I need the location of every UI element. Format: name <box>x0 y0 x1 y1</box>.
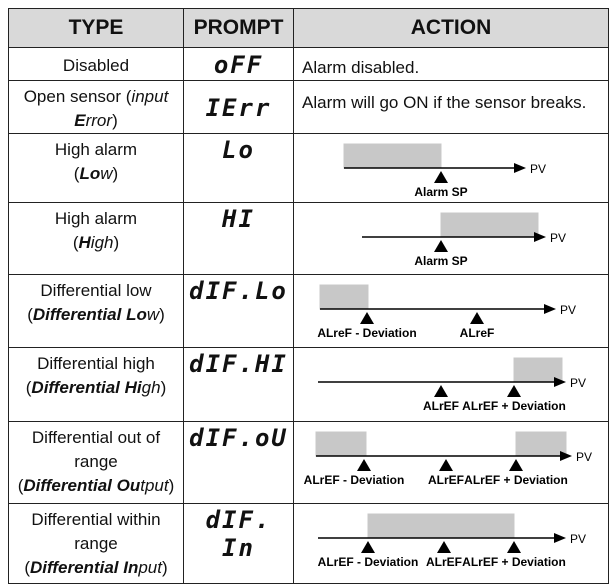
type-text-part: put <box>138 558 162 578</box>
deviation-band <box>368 514 514 538</box>
header-action: ACTION <box>294 9 609 48</box>
table-row <box>9 422 609 504</box>
type-text-part: i <box>90 232 95 252</box>
type-text-part: ) <box>113 232 120 252</box>
setpoint-marker <box>357 459 371 471</box>
type-text-part: ) <box>161 558 168 578</box>
prompt-code: HI <box>222 204 255 233</box>
pv-arrowhead <box>514 163 526 173</box>
table-row <box>9 134 609 202</box>
setpoint-label: ALreF - Deviation <box>317 326 417 341</box>
deviation-band <box>320 285 368 309</box>
header-row <box>9 9 609 48</box>
header-type: TYPE <box>9 9 184 48</box>
type-text-part: range <box>74 452 118 472</box>
type-text-part: Open sensor ( <box>23 87 132 107</box>
setpoint-marker <box>434 171 448 183</box>
prompt-cell <box>184 134 294 202</box>
type-cell <box>9 422 184 504</box>
type-cell <box>9 202 184 274</box>
setpoint-marker <box>439 459 453 471</box>
type-text-part: ) <box>159 305 165 325</box>
type-text-part: Differential high <box>37 353 155 373</box>
setpoint-label: ALreF <box>459 326 495 341</box>
setpoint-label: ALrEF - Deviation <box>303 473 405 488</box>
setpoint-marker <box>509 459 523 471</box>
pv-label: PV <box>570 532 587 547</box>
type-cell <box>9 275 184 347</box>
prompt-code: oFF <box>213 51 264 80</box>
prompt-code: dIF.Lo <box>189 277 288 306</box>
action-text: Alarm will go ON if the sensor breaks. <box>302 93 587 113</box>
type-text-part: Differential In <box>30 558 139 578</box>
type-text-part: gh <box>94 232 114 252</box>
prompt-code: dIF.oU <box>189 424 288 453</box>
type-text-part: Differential within <box>31 510 161 530</box>
type-text-part: input <box>131 87 169 107</box>
setpoint-label: ALrEF + Deviation <box>462 398 566 413</box>
type-cell <box>9 134 184 202</box>
setpoint-marker <box>434 240 448 252</box>
table-row <box>9 504 609 584</box>
type-text-part: gh <box>141 377 161 397</box>
action-diagram <box>294 348 607 420</box>
pv-arrowhead <box>534 232 546 242</box>
type-text-part: Differential Ou <box>23 476 141 496</box>
prompt-code: dIF.HI <box>189 349 288 378</box>
table-row <box>9 202 609 274</box>
type-text-part: ) <box>160 377 167 397</box>
type-text-part: ( <box>24 558 31 578</box>
setpoint-marker <box>360 312 374 324</box>
action-diagram <box>294 275 607 345</box>
type-text-part: ) <box>112 164 119 184</box>
type-text-part: rror <box>85 111 113 131</box>
pv-label: PV <box>570 375 587 390</box>
setpoint-marker <box>507 385 521 397</box>
type-text-part: Differential low <box>40 281 152 301</box>
type-text-part: w <box>146 305 160 325</box>
setpoint-label: ALrEF + Deviation <box>462 555 566 570</box>
type-text-part: ) <box>168 476 175 496</box>
table-row <box>9 275 609 347</box>
type-text-part: H <box>78 232 91 252</box>
action-cell <box>294 347 609 421</box>
type-text-part: ) <box>112 111 118 131</box>
setpoint-label: ALrEF <box>426 555 462 570</box>
type-text-part: Differential Lo <box>32 305 147 325</box>
action-cell <box>294 504 609 584</box>
action-diagram <box>294 203 607 273</box>
header-prompt: PROMPT <box>184 9 294 48</box>
type-cell <box>9 504 184 584</box>
setpoint-label: ALrEF <box>428 473 464 488</box>
type-text-part: ( <box>25 377 32 397</box>
action-cell <box>294 48 609 81</box>
deviation-band <box>516 432 566 456</box>
prompt-cell <box>184 48 294 81</box>
type-text-part: E <box>74 111 86 131</box>
prompt-cell <box>184 202 294 274</box>
pv-label: PV <box>530 162 547 177</box>
action-diagram <box>294 504 607 581</box>
setpoint-marker <box>434 385 448 397</box>
action-diagram <box>294 422 607 502</box>
action-cell <box>294 202 609 274</box>
type-cell <box>9 48 184 81</box>
setpoint-label: ALrEF - Deviation <box>317 555 419 570</box>
table-row <box>9 81 609 134</box>
setpoint-marker <box>470 312 484 324</box>
type-text-part: Lo <box>79 164 101 184</box>
deviation-band <box>441 213 538 237</box>
type-text-part: ( <box>27 305 33 325</box>
table-row <box>9 48 609 81</box>
pv-label: PV <box>576 450 593 465</box>
setpoint-label: Alarm SP <box>414 253 468 268</box>
action-diagram <box>294 134 607 200</box>
type-text-part: Differential out of <box>31 428 161 448</box>
type-text-part: w <box>100 164 113 184</box>
prompt-cell <box>184 504 294 584</box>
setpoint-label: ALrEF <box>423 398 459 413</box>
prompt-cell <box>184 275 294 347</box>
deviation-band <box>344 144 441 168</box>
type-text-part: ( <box>72 232 79 252</box>
setpoint-marker <box>361 541 375 553</box>
action-cell <box>294 134 609 202</box>
prompt-cell <box>184 347 294 421</box>
setpoint-label: ALrEF + Deviation <box>464 473 568 488</box>
prompt-code: Lo <box>222 136 255 165</box>
pv-label: PV <box>550 230 567 245</box>
type-text-part: High alarm <box>54 140 138 160</box>
pv-label: PV <box>560 303 577 318</box>
type-text-part: High alarm <box>54 208 138 228</box>
action-cell <box>294 81 609 134</box>
setpoint-marker <box>437 541 451 553</box>
type-text-part: ( <box>73 164 80 184</box>
type-text-part: Disabled <box>62 56 130 76</box>
prompt-code: IErr <box>205 94 272 123</box>
setpoint-marker <box>507 541 521 553</box>
prompt-code: dIF. In <box>205 506 272 563</box>
prompt-cell <box>184 81 294 134</box>
type-text-part: ( <box>17 476 24 496</box>
type-cell <box>9 81 184 134</box>
type-cell <box>9 347 184 421</box>
pv-arrowhead <box>554 533 566 543</box>
table-row <box>9 347 609 421</box>
type-text-part: tput <box>140 476 169 496</box>
action-text: Alarm disabled. <box>302 58 420 77</box>
action-cell <box>294 422 609 504</box>
pv-arrowhead <box>544 304 556 314</box>
alarm-types-table <box>8 8 609 584</box>
prompt-cell <box>184 422 294 504</box>
setpoint-label: Alarm SP <box>414 185 468 200</box>
type-text-part: Differential Hi <box>31 377 142 397</box>
deviation-band <box>316 432 366 456</box>
action-cell <box>294 275 609 347</box>
type-text-part: range <box>74 534 118 554</box>
